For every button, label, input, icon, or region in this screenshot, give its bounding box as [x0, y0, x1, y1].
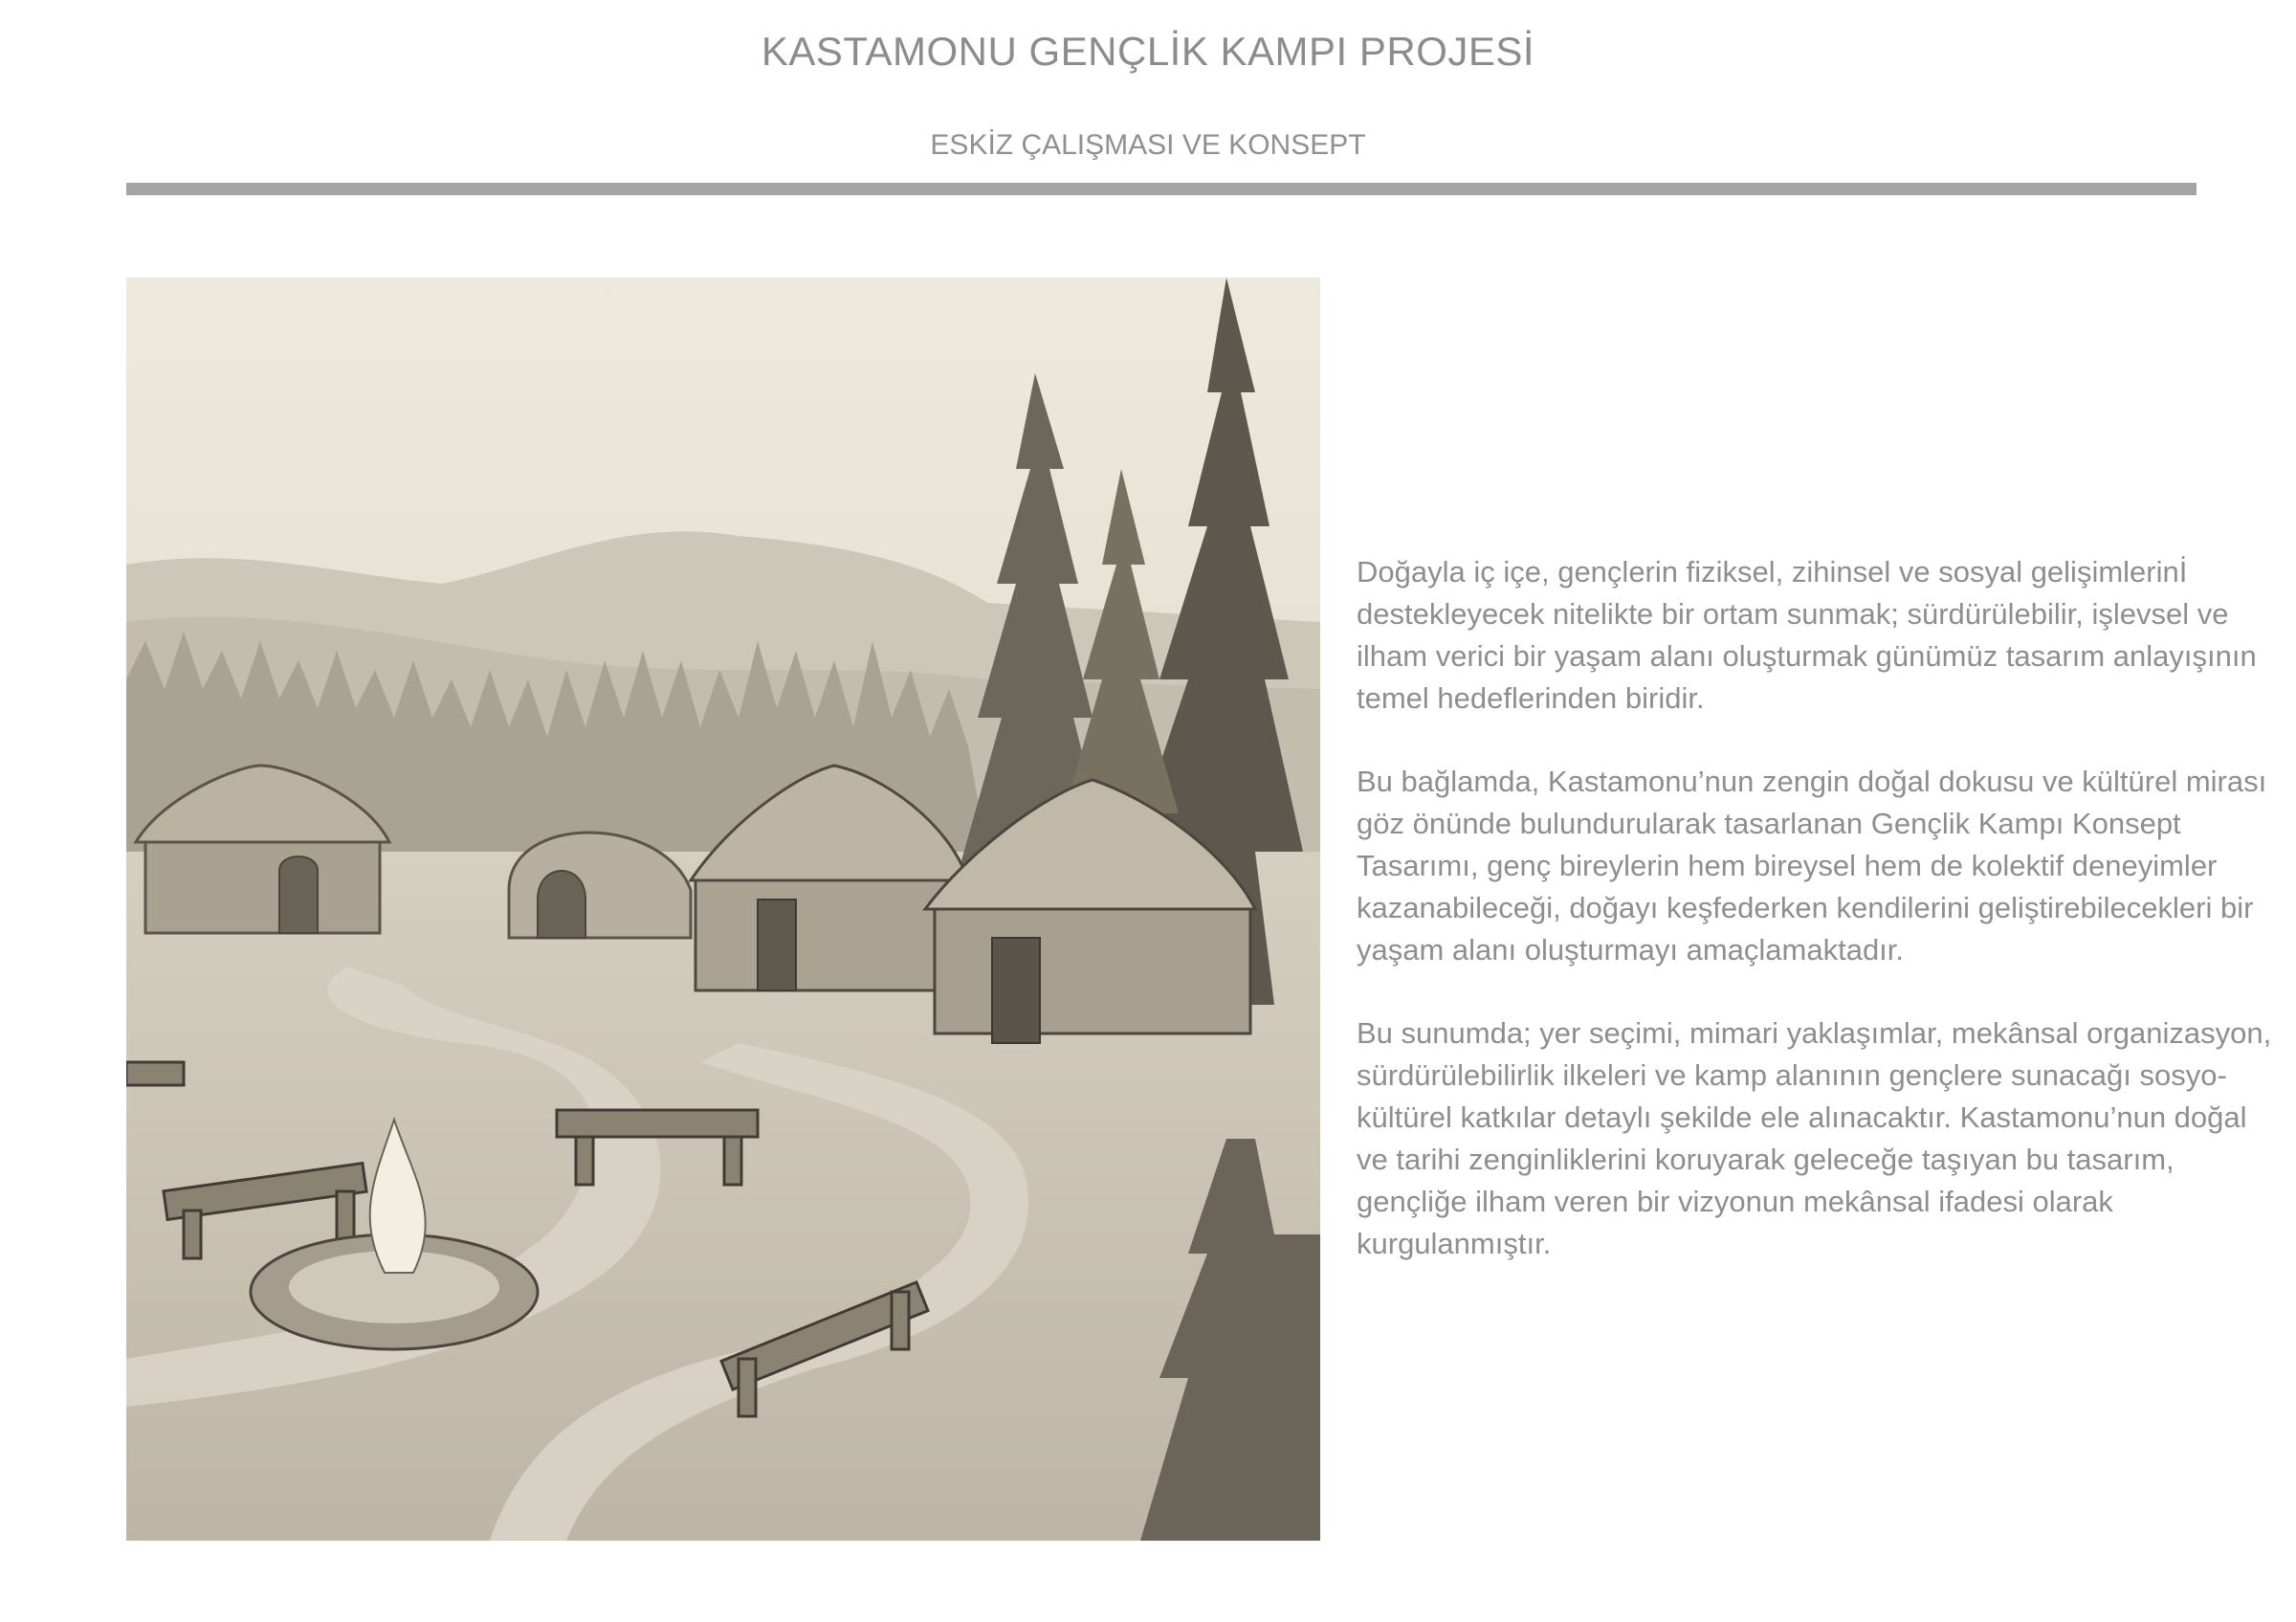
paragraph-scope: Bu sunumda; yer seçimi, mimari yaklaşımlar, mekânsal organizasyon, sürdürülebilirlik ilkeleri ve kamp alanının gençlere sunacağı sosyo-kültürel katkılar detaylı şekilde ele alınacaktır. Kastamonu’nun doğal ve tarihi zenginliklerini koruyarak geleceğe taşıyan bu tasarım, gençliğe ilham veren bir vizyonun mekânsal ifadesi olarak kurgulanmıştır.: [1357, 1016, 2272, 1260]
page-subtitle: ESKİZ ÇALIŞMASI VE KONSEPT: [930, 129, 1366, 161]
paragraph-intro: Doğayla iç içe, gençlerin fiziksel, zihinsel ve sosyal gelişimlerinİ destekleyecek nitelikte bir ortam sunmak; sürdürülebilir, işlevsel ve ilham verici bir yaşam alanı oluşturmak günümüz tasarım anlayışının temel hedeflerinden biridir.: [1357, 555, 2257, 715]
paragraph-context: Bu bağlamda, Kastamonu’nun zengin doğal dokusu ve kültürel mirası göz önünde bulundurularak tasarlanan Gençlik Kampı Konsept Tasarımı, genç bireylerin hem bireysel hem de kolektif deneyimler kazanabileceği, doğayı keşfederken kendilerini geliştirebilecekleri bir yaşam alanı oluşturmayı amaçlamaktadır.: [1357, 765, 2267, 967]
camp-sketch-illustration: [126, 278, 1320, 1541]
page-title: KASTAMONU GENÇLİK KAMPI PROJESİ: [761, 29, 1535, 74]
concept-description: [1357, 551, 2275, 1306]
header-divider: [126, 183, 2197, 195]
